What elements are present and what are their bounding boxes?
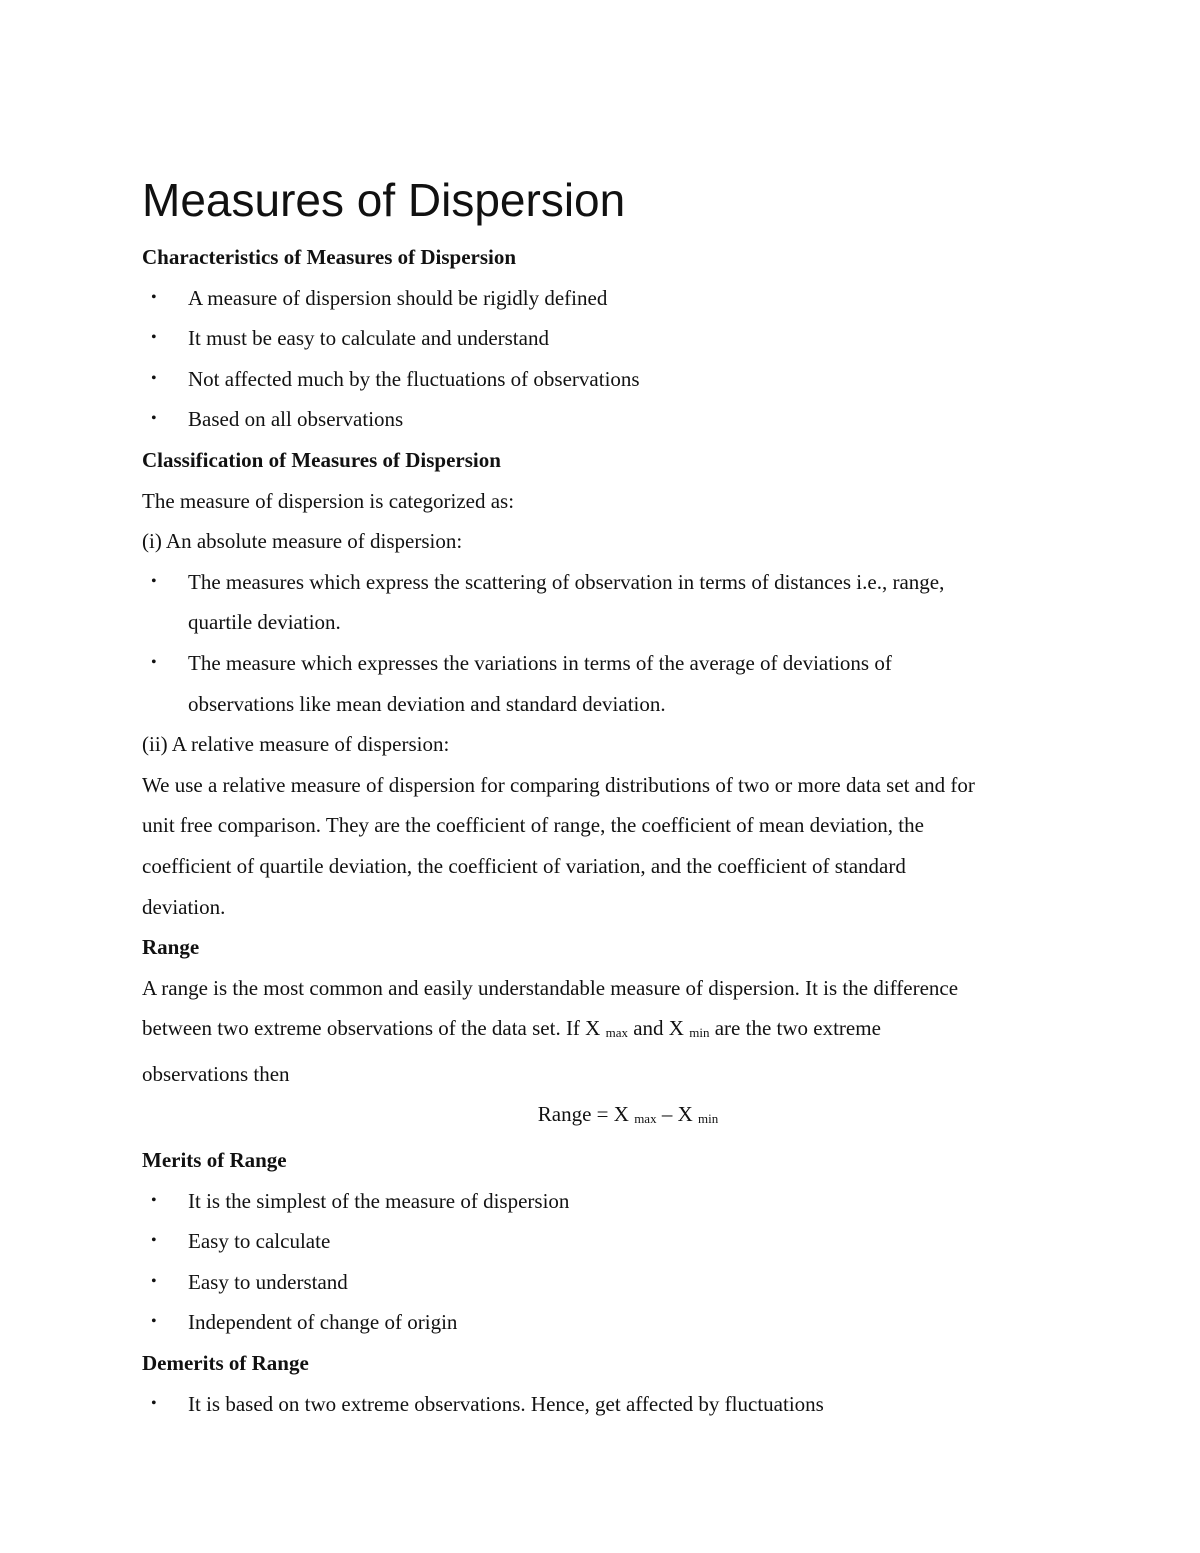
bullet-icon: •	[151, 1191, 157, 1209]
list-item	[142, 359, 1062, 400]
list-item-text: The measure which expresses the variations in terms of the average of deviations of	[188, 650, 892, 675]
paragraph-line: coefficient of quartile deviation, the coefficient of variation, and the coefficient of standard	[142, 853, 906, 878]
classification-heading: Classification of Measures of Dispersion	[142, 447, 501, 472]
bullet-icon: •	[151, 410, 157, 428]
list-item-text-continued: observations like mean deviation and standard deviation.	[188, 691, 666, 716]
list-item-text: A measure of dispersion should be rigidly defined	[188, 285, 608, 310]
text-span: between two extreme observations of the data set. If X	[142, 1016, 601, 1041]
merits-list	[142, 1181, 1062, 1343]
paragraph-line: deviation.	[142, 894, 226, 919]
absolute-measure-list	[142, 562, 1062, 724]
absolute-measure-label: (i) An absolute measure of dispersion:	[142, 529, 463, 554]
bullet-icon: •	[151, 1394, 157, 1412]
range-formula	[142, 1094, 1062, 1140]
range-paragraph	[142, 968, 1062, 1095]
paragraph-line: A range is the most common and easily understandable measure of dispersion. It is the difference	[142, 975, 959, 1000]
paragraph-line: unit free comparison. They are the coefficient of range, the coefficient of mean deviation, the	[142, 813, 924, 838]
list-item-text: Easy to calculate	[188, 1229, 331, 1254]
formula-subscript-max: max	[634, 1111, 657, 1127]
demerits-list	[142, 1384, 1062, 1425]
list-item	[142, 1181, 1062, 1222]
bullet-icon: •	[151, 653, 157, 671]
formula-text: – X	[656, 1102, 693, 1127]
list-item-text: The measures which express the scattering of observation in terms of distances i.e., range,	[188, 569, 945, 594]
characteristics-heading: Characteristics of Measures of Dispersion	[142, 245, 517, 269]
bullet-icon: •	[151, 329, 157, 347]
list-item	[142, 562, 1062, 643]
list-item-text: It is based on two extreme observations. Hence, get affected by fluctuations	[188, 1391, 824, 1416]
relative-measure-paragraph	[142, 765, 1062, 927]
bullet-icon: •	[151, 1272, 157, 1290]
bullet-icon: •	[151, 1232, 157, 1250]
merits-heading: Merits of Range	[142, 1148, 287, 1173]
paragraph-line	[142, 1008, 1062, 1054]
characteristics-list	[142, 278, 1062, 440]
list-item-text: It is the simplest of the measure of dispersion	[188, 1188, 570, 1213]
bullet-icon: •	[151, 288, 157, 306]
paragraph-line: observations then	[142, 1061, 290, 1086]
formula-text: Range = X	[537, 1102, 629, 1127]
list-item	[142, 643, 1062, 724]
list-item	[142, 1262, 1062, 1303]
list-item-text: Not affected much by the fluctuations of observations	[188, 366, 640, 391]
list-item	[142, 1384, 1062, 1425]
list-item-text: Easy to understand	[188, 1269, 348, 1294]
list-item-text-continued: quartile deviation.	[188, 610, 341, 635]
list-item	[142, 1221, 1062, 1262]
bullet-icon: •	[151, 1313, 157, 1331]
list-item-text: It must be easy to calculate and understand	[188, 326, 549, 351]
document-body	[142, 237, 1062, 1424]
subscript-max: max	[605, 1025, 628, 1041]
bullet-icon: •	[151, 369, 157, 387]
list-item	[142, 1302, 1062, 1343]
list-item-text: Independent of change of origin	[188, 1310, 458, 1335]
list-item	[142, 318, 1062, 359]
list-item	[142, 278, 1062, 319]
demerits-heading: Demerits of Range	[142, 1351, 309, 1376]
classification-intro: The measure of dispersion is categorized as:	[142, 488, 515, 513]
subscript-min: min	[689, 1025, 710, 1041]
list-item-text: Based on all observations	[188, 407, 404, 432]
page-title: Measures of Dispersion	[142, 174, 626, 226]
list-item	[142, 399, 1062, 440]
text-span: and X	[627, 1016, 684, 1041]
formula-subscript-min: min	[698, 1111, 719, 1127]
bullet-icon: •	[151, 572, 157, 590]
range-heading: Range	[142, 935, 200, 960]
text-span: are the two extreme	[709, 1016, 881, 1041]
paragraph-line: We use a relative measure of dispersion for comparing distributions of two or more data set and for	[142, 772, 975, 797]
relative-measure-label: (ii) A relative measure of dispersion:	[142, 732, 450, 757]
